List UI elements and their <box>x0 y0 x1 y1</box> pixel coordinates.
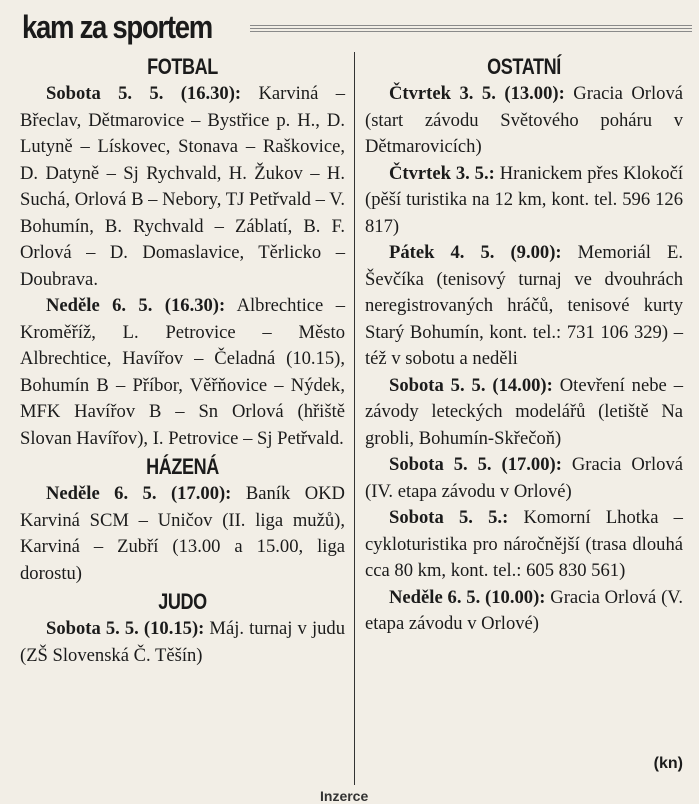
listing-entry: Sobota 5. 5.: Komorní Lhotka – cykloturistika pro náročnější (trasa dlouhá cca 80 km, kont. tel.: 605 830 561) <box>365 507 683 581</box>
right-column <box>365 52 683 638</box>
section-heading-judo: JUDO <box>158 589 207 614</box>
footer-cut-label: Inzerce <box>320 788 369 804</box>
listing-entry: Sobota 5. 5. (17.00): Gracia Orlová (IV. etapa závodu v Orlové) <box>365 454 683 502</box>
listing-entry: Sobota 5. 5. (16.30): Karviná – Břeclav, Dětmarovice – Bystřice p. H., D. Lutyně – Lískovec, Stonava – Raškovice, D. Datyně – Sj Rychvald, H. Žukov – H. Suchá, Orlová B – Nebory, TJ Petřvald – V. Bohumín, B. Rychvald – Záblatí, B. F. Orlová – D. Domaslavice, Těrlicko – Doubrava. <box>20 83 346 290</box>
listing-entry: Neděle 6. 5. (10.00): Gracia Orlová (V. etapa závodu v Orlové) <box>365 586 683 634</box>
listing-entry: Čtvrtek 3. 5. (13.00): Gracia Orlová (start závodu Světového poháru v Dětmarovicích) <box>365 83 683 157</box>
section-heading-fotbal: FOTBAL <box>147 54 218 79</box>
listing-entry: Neděle 6. 5. (17.00): Baník OKD Karviná SCM – Uničov (II. liga mužů), Karviná – Zubří (13.00 a 15.00, liga dorostu) <box>20 483 345 584</box>
listing-entry: Sobota 5. 5. (10.15): Máj. turnaj v judu (ZŠ Slovenská Č. Těšín) <box>20 618 345 666</box>
title-rule <box>250 25 692 32</box>
section-heading-hazena: HÁZENÁ <box>146 454 219 479</box>
left-column <box>20 52 345 669</box>
section-heading-ostatni: OSTATNÍ <box>487 54 561 79</box>
column-divider <box>354 52 355 785</box>
listing-entry: Čtvrtek 3. 5.: Hranickem přes Klokočí (pěší turistika na 12 km, kont. tel. 596 126 817) <box>365 162 683 237</box>
listing-entry: Pátek 4. 5. (9.00): Memoriál E. Ševčíka (tenisový turnaj ve dvouhrách neregistrovaných hráčů, tenisové kurty Starý Bohumín, kont. tel.: 731 106 329) – též v sobotu a neděli <box>365 242 683 369</box>
listing-entry: Neděle 6. 5. (16.30): Albrechtice – Kroměříž, L. Petrovice – Město Albrechtice, Havířov – Čeladná (10.15), Bohumín B – Příbor, Věřňovice – Nýdek, MFK Havířov B – Sn Orlová (hřiště Slovan Havířov), I. Petrovice – Sj Petřvald. <box>20 295 345 449</box>
page-title: kam za sportem <box>22 9 212 45</box>
listing-entry: Sobota 5. 5. (14.00): Otevření nebe – závody leteckých modelářů (letiště Na grobli, Bohumín-Skřečoň) <box>365 374 683 449</box>
column-header <box>22 8 692 48</box>
author-signature: (kn) <box>653 755 683 772</box>
